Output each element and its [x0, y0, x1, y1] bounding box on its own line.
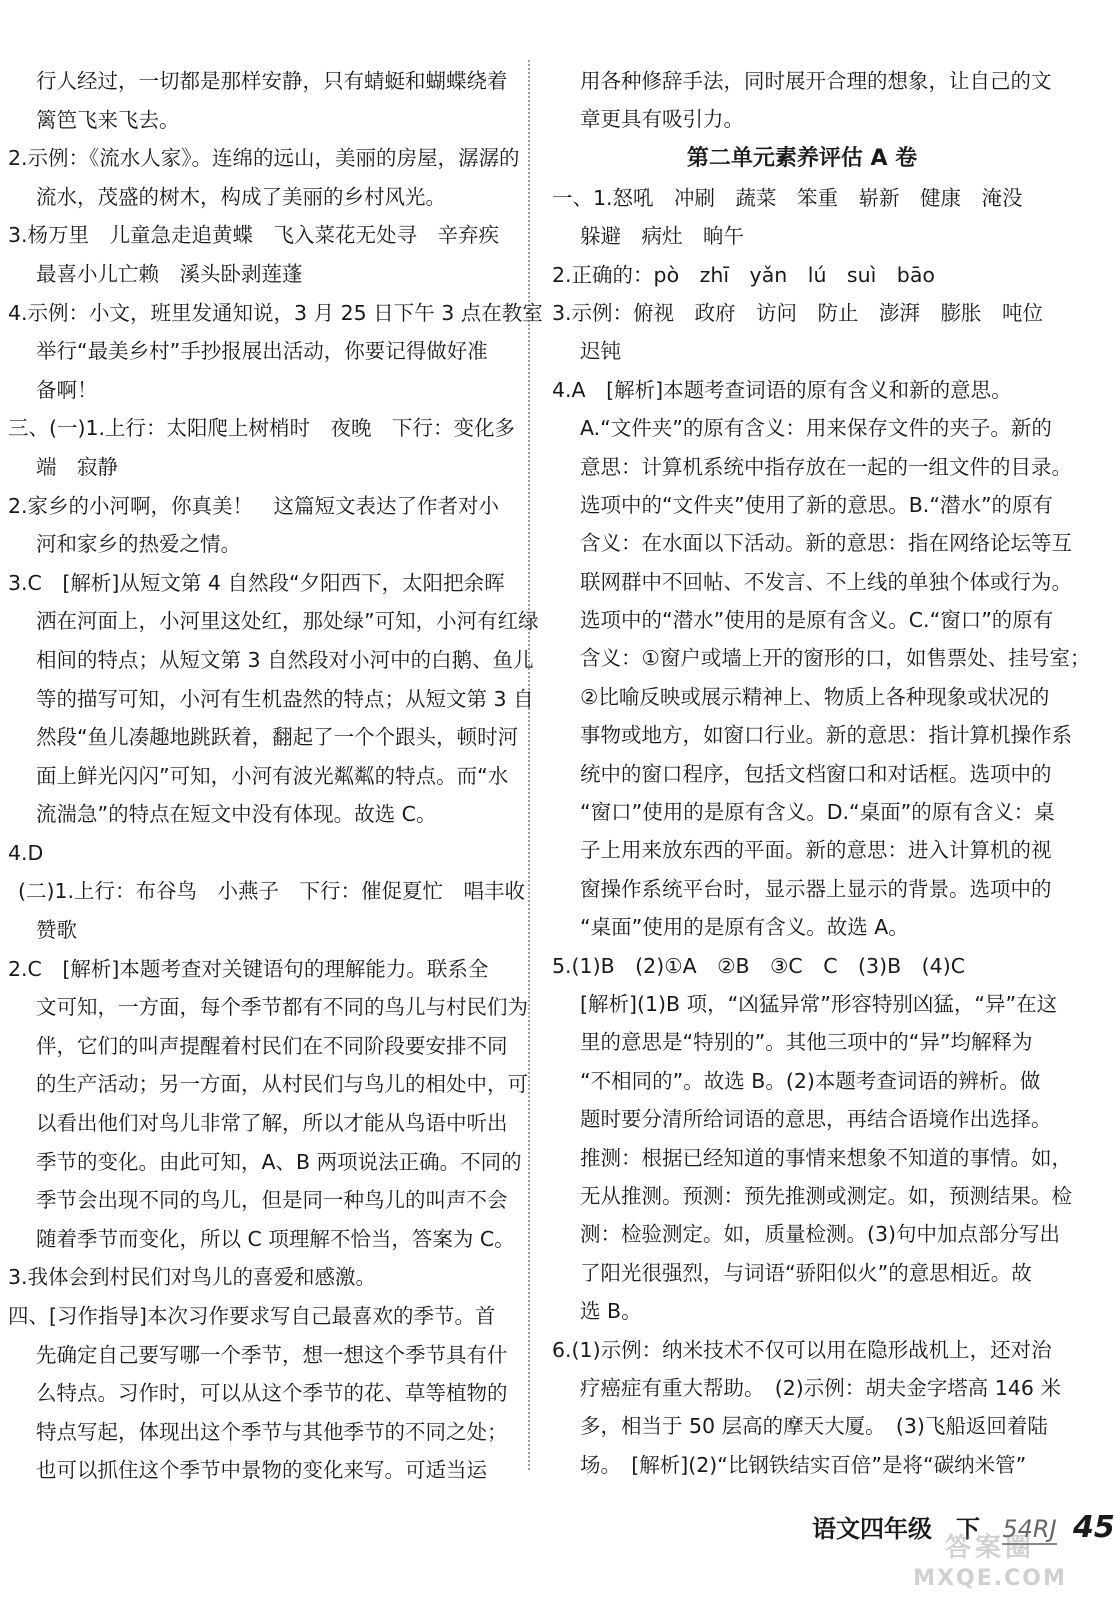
- footer-subject: 语文四年级 下: [812, 1515, 980, 1543]
- text-line: 篱笆飞来飞去。: [36, 107, 180, 132]
- footer-code: 54RJ: [1002, 1515, 1057, 1543]
- text-line: 一、1.怒吼 冲刷 蔬菜 笨重 崭新 健康 淹没: [552, 185, 1023, 210]
- text-line: 端 寂静: [36, 454, 118, 479]
- text-line: 赞歌: [36, 918, 77, 943]
- text-line: 章更具有吸引力。: [580, 107, 744, 132]
- text-line: 了阳光很强烈，与词语“骄阳似火”的意思相近。故: [580, 1260, 1032, 1285]
- text-line: 等的描写可知，小河有生机盎然的特点；从短文第 3 自: [36, 686, 534, 711]
- text-line: 题时要分清所给词语的意思，再结合语境作出选择。: [580, 1107, 1052, 1132]
- text-line: 先确定自己要写哪一个季节，想一想这个季节具有什: [36, 1342, 508, 1367]
- text-line: 然段“鱼儿凑趣地跳跃着，翻起了一个个跟头，顿时河: [36, 725, 519, 750]
- text-line: “桌面”使用的是原有含义。故选 A。: [580, 915, 909, 940]
- text-line: 3.示例：俯视 政府 访问 防止 澎湃 膨胀 吨位: [552, 300, 1044, 325]
- text-line: 也可以抓住这个季节中景物的变化来写。可适当运: [36, 1458, 487, 1483]
- text-line: 疗癌症有重大帮助。 (2)示例：胡夫金字塔高 146 米: [580, 1375, 1061, 1400]
- text-line: 含义：①窗户或墙上开的窗形的口，如售票处、挂号室；: [580, 646, 1091, 671]
- text-line: 用各种修辞手法，同时展开合理的想象，让自己的文: [580, 69, 1052, 93]
- text-line: 4.D: [8, 840, 44, 865]
- text-line: 无从推测。预测：预先推测或测定。如，预测结果。检: [580, 1183, 1072, 1208]
- text-line: 流水，茂盛的树木，构成了美丽的乡村风光。: [36, 184, 446, 209]
- text-line: 伴，它们的叫声提醒着村民们在不同阶段要安排不同: [36, 1033, 508, 1058]
- text-line: 4.A [解析]本题考查词语的原有含义和新的意思。: [552, 377, 1012, 402]
- text-line: 季节的变化。由此可知，A、B 两项说法正确。不同的: [36, 1149, 522, 1174]
- text-line: [解析](1)B 项，“凶猛异常”形容特别凶猛，“异”在这: [580, 991, 1058, 1016]
- right-answer-block: [552, 179, 1091, 1484]
- text-line: 以看出他们对鸟儿非常了解，所以才能从鸟语中听出: [36, 1111, 508, 1136]
- text-line: 测：检验测定。如，质量检测。(3)句中加点部分写出: [580, 1222, 1061, 1247]
- text-line: 文可知，一方面，每个季节都有不同的鸟儿与村民们为: [36, 995, 528, 1020]
- text-line: 相间的特点；从短文第 3 自然段对小河中的白鹅、鱼儿: [36, 647, 534, 672]
- text-line: 躲避 病灶 晌午: [580, 224, 744, 249]
- watermark-line1: 答案圈: [944, 1533, 1035, 1563]
- section-title: 第二单元素养评估 A 卷: [686, 145, 918, 171]
- text-line: 2.家乡的小河啊，你真美！ 这篇短文表达了作者对小: [8, 493, 500, 518]
- text-line: 3.杨万里 儿童急走追黄蝶 飞入菜花无处寻 辛弃疾: [8, 223, 500, 248]
- text-line: 么特点。习作时，可以从这个季节的花、草等植物的: [36, 1381, 508, 1406]
- text-line: 里的意思是“特别的”。其他三项中的“异”均解释为: [580, 1030, 1033, 1055]
- text-line: “不相同的”。故选 B。(2)本题考查词语的辨析。做: [580, 1068, 1041, 1093]
- text-line: 洒在河面上，小河里这处红，那处绿”可知，小河有红绿: [36, 609, 539, 634]
- text-line: 随着季节而变化，所以 C 项理解不恰当，答案为 C。: [36, 1226, 515, 1251]
- text-line: 意思：计算机系统中指存放在一起的一组文件的目录。: [580, 454, 1072, 479]
- right-continuation-block: [552, 62, 1052, 139]
- text-line: ②比喻反映或展示精神上、物质上各种现象或状况的: [580, 684, 1050, 709]
- text-line: 场。 [解析](2)“比钢铁结实百倍”是将“碳纳米管”: [580, 1452, 1027, 1477]
- text-line: 备啊！: [36, 377, 98, 402]
- text-line: 含义：在水面以下活动。新的意思：指在网络论坛等互: [580, 531, 1072, 556]
- text-line: 推测：根据已经知道的事情来想象不知道的事情。如，: [580, 1145, 1072, 1170]
- text-line: 三、(一)1.上行：太阳爬上树梢时 夜晚 下行：变化多: [8, 416, 516, 441]
- text-line: 3.我体会到村民们对鸟儿的喜爱和感激。: [8, 1265, 377, 1290]
- text-line: 2.示例：《流水人家》。连绵的远山，美丽的房屋，潺潺的: [8, 146, 520, 171]
- text-line: 选项中的“潜水”使用的是原有含义。C.“窗口”的原有: [580, 608, 1054, 633]
- text-line: 多，相当于 50 层高的摩天大厦。 (3)飞船返回着陆: [580, 1414, 1048, 1439]
- text-line: 事物或地方，如窗口行业。新的意思：指计算机操作系: [580, 723, 1072, 748]
- text-line: A.“文件夹”的原有含义：用来保存文件的夹子。新的: [580, 416, 1052, 441]
- text-line: 选 B。: [580, 1299, 642, 1324]
- right-column: [552, 62, 1091, 1484]
- text-line: 统中的窗口程序，包括文档窗口和对话框。选项中的: [580, 761, 1052, 786]
- watermark-line2: MXQE.COM: [913, 1566, 1067, 1591]
- column-divider: [528, 60, 530, 1470]
- text-line: 面上鲜光闪闪”可知，小河有波光粼粼的特点。而“水: [36, 763, 509, 788]
- text-line: 窗操作系统平台时，显示器上显示的背景。选项中的: [580, 876, 1052, 901]
- text-line: 子上用来放东西的平面。新的意思：进入计算机的视: [580, 838, 1052, 863]
- text-line: 行人经过，一切都是那样安静，只有蜻蜓和蝴蝶绕着: [36, 69, 508, 93]
- text-line: 特点写起，体现出这个季节与其他季节的不同之处；: [36, 1419, 508, 1444]
- text-line: “窗口”使用的是原有含义。D.“桌面”的原有含义：桌: [580, 800, 1055, 825]
- text-line: 2.C [解析]本题考查对关键语句的理解能力。联系全: [8, 956, 489, 981]
- text-line: 联网群中不回帖、不发言、不上线的单独个体或行为。: [580, 569, 1072, 594]
- watermark-logo: [900, 1530, 1080, 1596]
- text-line: 4.示例：小文，班里发通知说，3 月 25 日下午 3 点在教室: [8, 300, 543, 325]
- text-line: 3.C [解析]从短文第 4 自然段“夕阳西下，太阳把余晖: [8, 570, 505, 595]
- text-line: (二)1.上行：布谷鸟 小燕子 下行：催促夏忙 唱丰收: [18, 879, 526, 904]
- text-line: 5.(1)B (2)①A ②B ③C C (3)B (4)C: [552, 953, 966, 978]
- text-line: 6.(1)示例：纳米技术不仅可以用在隐形战机上，还对治: [552, 1337, 1052, 1362]
- text-line: 最喜小儿亡赖 溪头卧剥莲蓬: [36, 261, 303, 286]
- text-line: 举行“最美乡村”手抄报展出活动，你要记得做好准: [36, 339, 488, 364]
- text-line: 迟钝: [580, 339, 621, 364]
- text-line: 2.正确的：pò zhī yǎn lú suì bāo: [552, 262, 935, 287]
- text-line: 四、[习作指导]本次习作要求写自己最喜欢的季节。首: [8, 1304, 496, 1328]
- left-column: [8, 62, 543, 1490]
- text-line: 流湍急”的特点在短文中没有体现。故选 C。: [36, 802, 437, 827]
- text-line: 河和家乡的热爱之情。: [36, 532, 241, 557]
- page-number: 45: [1073, 1510, 1115, 1545]
- text-line: 选项中的“文件夹”使用了新的意思。B.“潜水”的原有: [580, 492, 1054, 517]
- text-line: 的生产活动；另一方面，从村民们与鸟儿的相处中，可: [36, 1072, 528, 1097]
- text-line: 季节会出现不同的鸟儿，但是同一种鸟儿的叫声不会: [36, 1188, 508, 1213]
